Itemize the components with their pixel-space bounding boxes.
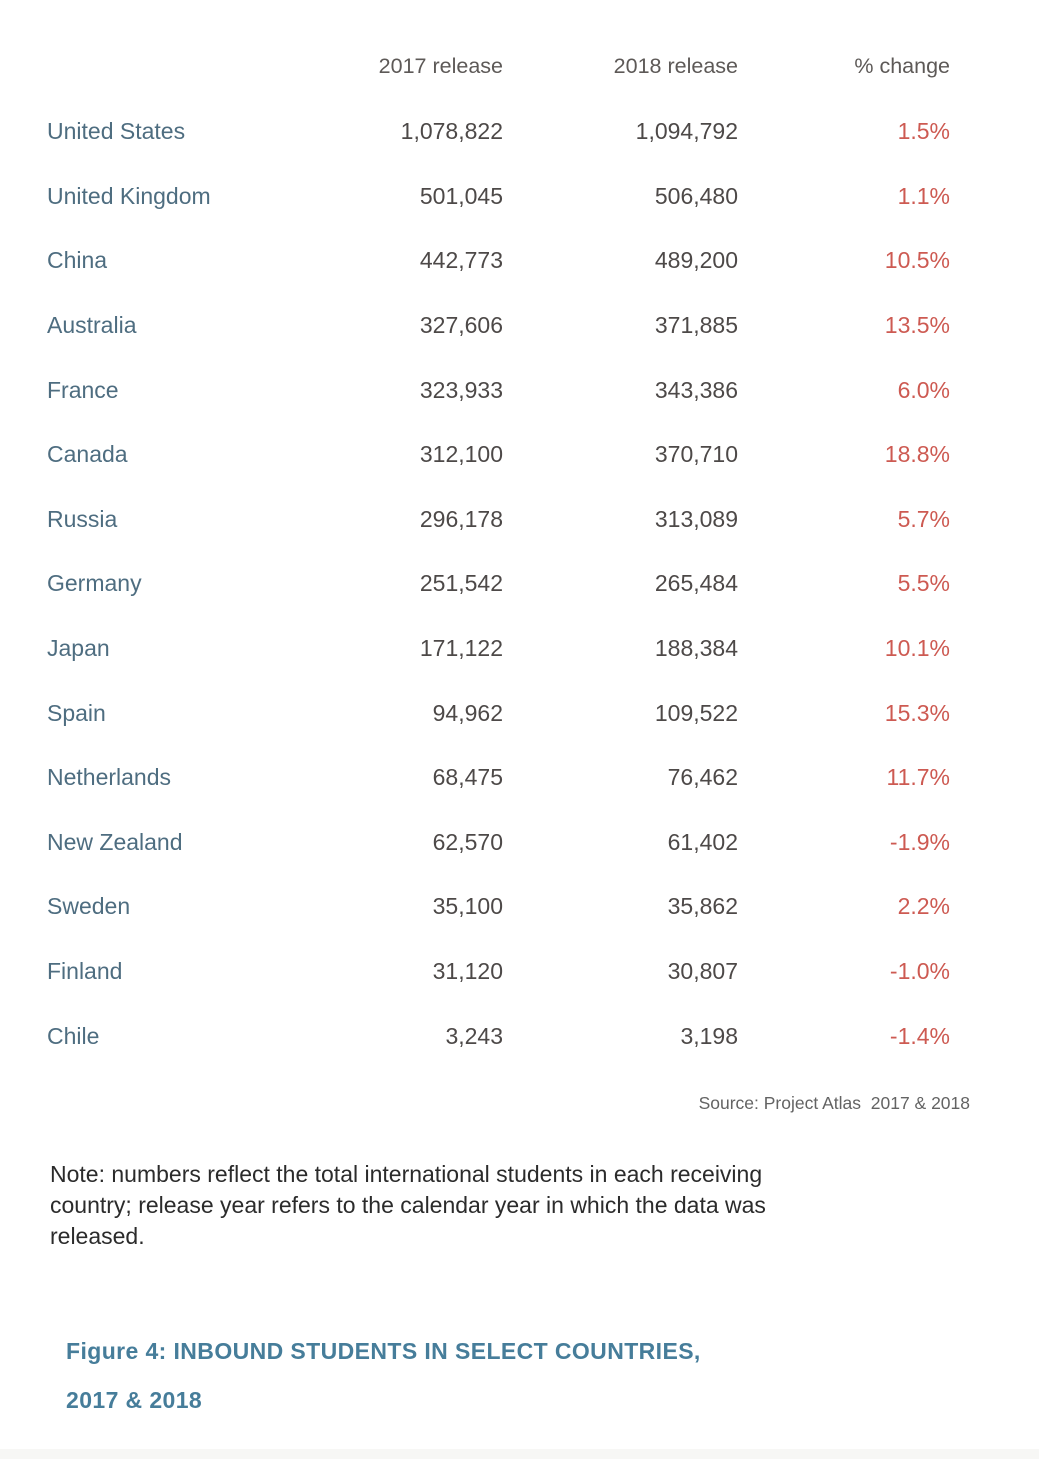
value-2017-cell: 251,542 xyxy=(419,570,503,597)
footnote xyxy=(50,1159,766,1252)
table-row xyxy=(47,423,1039,488)
footnote-line-3: released. xyxy=(50,1223,145,1249)
pct-change-cell: 2.2% xyxy=(897,893,950,920)
country-cell: Netherlands xyxy=(47,764,172,791)
table-row xyxy=(47,487,1039,552)
value-2018-cell: 30,807 xyxy=(667,957,738,984)
value-2018-cell: 343,386 xyxy=(654,376,738,403)
country-cell: Australia xyxy=(47,312,137,339)
table-row xyxy=(47,810,1039,875)
value-2017-cell: 31,120 xyxy=(432,957,503,984)
value-2018-cell: 506,480 xyxy=(654,182,738,209)
table-row xyxy=(47,746,1039,811)
footnote-line-2: country; release year refers to the calendar year in which the data was xyxy=(50,1192,766,1218)
value-2018-cell: 265,484 xyxy=(654,570,738,597)
value-2017-cell: 94,962 xyxy=(432,699,503,726)
pct-change-cell: 13.5% xyxy=(884,312,950,339)
value-2018-cell: 370,710 xyxy=(654,441,738,468)
value-2017-cell: 442,773 xyxy=(419,247,503,274)
value-2018-cell: 489,200 xyxy=(654,247,738,274)
value-2018-cell: 188,384 xyxy=(654,634,738,661)
country-cell: Canada xyxy=(47,441,128,468)
pct-change-cell: 1.5% xyxy=(897,118,950,145)
value-2018-cell: 76,462 xyxy=(667,764,738,791)
value-2017-cell: 35,100 xyxy=(432,893,503,920)
pct-change-cell: 18.8% xyxy=(884,441,950,468)
table-row xyxy=(47,616,1039,681)
table-rows xyxy=(47,100,1039,1069)
header-2018-release: 2018 release xyxy=(613,54,738,79)
footnote-line-1: Note: numbers reflect the total international students in each receiving xyxy=(50,1161,763,1187)
pct-change-cell: 11.7% xyxy=(886,764,950,791)
header-2017-release: 2017 release xyxy=(378,54,503,79)
country-cell: Germany xyxy=(47,570,142,597)
value-2017-cell: 312,100 xyxy=(419,441,503,468)
table-row xyxy=(47,939,1039,1004)
table-row xyxy=(47,164,1039,229)
value-2018-cell: 1,094,792 xyxy=(635,118,738,145)
table-row xyxy=(47,875,1039,940)
pct-change-cell: 6.0% xyxy=(897,376,950,403)
pct-change-cell: 1.1% xyxy=(897,182,950,209)
pct-change-cell: 15.3% xyxy=(884,699,950,726)
figure-caption xyxy=(66,1338,701,1436)
value-2018-cell: 371,885 xyxy=(654,312,738,339)
country-cell: Russia xyxy=(47,505,118,532)
table-row xyxy=(47,293,1039,358)
value-2017-cell: 327,606 xyxy=(419,312,503,339)
value-2018-cell: 109,522 xyxy=(654,699,738,726)
page-bottom-band xyxy=(0,1449,1039,1459)
pct-change-cell: 5.7% xyxy=(897,505,950,532)
country-cell: Finland xyxy=(47,957,123,984)
pct-change-cell: -1.4% xyxy=(889,1022,950,1049)
table-row xyxy=(47,681,1039,746)
country-cell: United Kingdom xyxy=(47,182,211,209)
value-2018-cell: 61,402 xyxy=(667,828,738,855)
value-2017-cell: 323,933 xyxy=(419,376,503,403)
table-row xyxy=(47,552,1039,617)
value-2018-cell: 3,198 xyxy=(680,1022,738,1049)
value-2017-cell: 296,178 xyxy=(419,505,503,532)
country-cell: Sweden xyxy=(47,893,131,920)
value-2017-cell: 3,243 xyxy=(445,1022,503,1049)
value-2017-cell: 1,078,822 xyxy=(400,118,503,145)
country-cell: Spain xyxy=(47,699,106,726)
value-2018-cell: 313,089 xyxy=(654,505,738,532)
table-row xyxy=(47,1004,1039,1069)
country-cell: Chile xyxy=(47,1022,100,1049)
value-2017-cell: 68,475 xyxy=(432,764,503,791)
pct-change-cell: 10.1% xyxy=(884,634,950,661)
source-line: Source: Project Atlas 2017 & 2018 xyxy=(698,1092,970,1113)
figure-caption-line-1: Figure 4: INBOUND STUDENTS IN SELECT COUNTRIES, xyxy=(66,1338,701,1364)
country-cell: Japan xyxy=(47,634,110,661)
value-2017-cell: 501,045 xyxy=(419,182,503,209)
table-row xyxy=(47,100,1039,165)
value-2017-cell: 171,122 xyxy=(419,634,503,661)
value-2018-cell: 35,862 xyxy=(667,893,738,920)
figure-caption-line-2: 2017 & 2018 xyxy=(66,1387,203,1413)
table-row xyxy=(47,229,1039,294)
pct-change-cell: -1.0% xyxy=(889,957,950,984)
country-cell: China xyxy=(47,247,108,274)
pct-change-cell: 10.5% xyxy=(884,247,950,274)
table-header-row xyxy=(47,35,1039,100)
pct-change-cell: 5.5% xyxy=(897,570,950,597)
header-pct-change: % change xyxy=(854,54,950,79)
country-cell: France xyxy=(47,376,119,403)
value-2017-cell: 62,570 xyxy=(432,828,503,855)
country-cell: United States xyxy=(47,118,186,145)
pct-change-cell: -1.9% xyxy=(889,828,950,855)
table-row xyxy=(47,358,1039,423)
country-cell: New Zealand xyxy=(47,828,183,855)
